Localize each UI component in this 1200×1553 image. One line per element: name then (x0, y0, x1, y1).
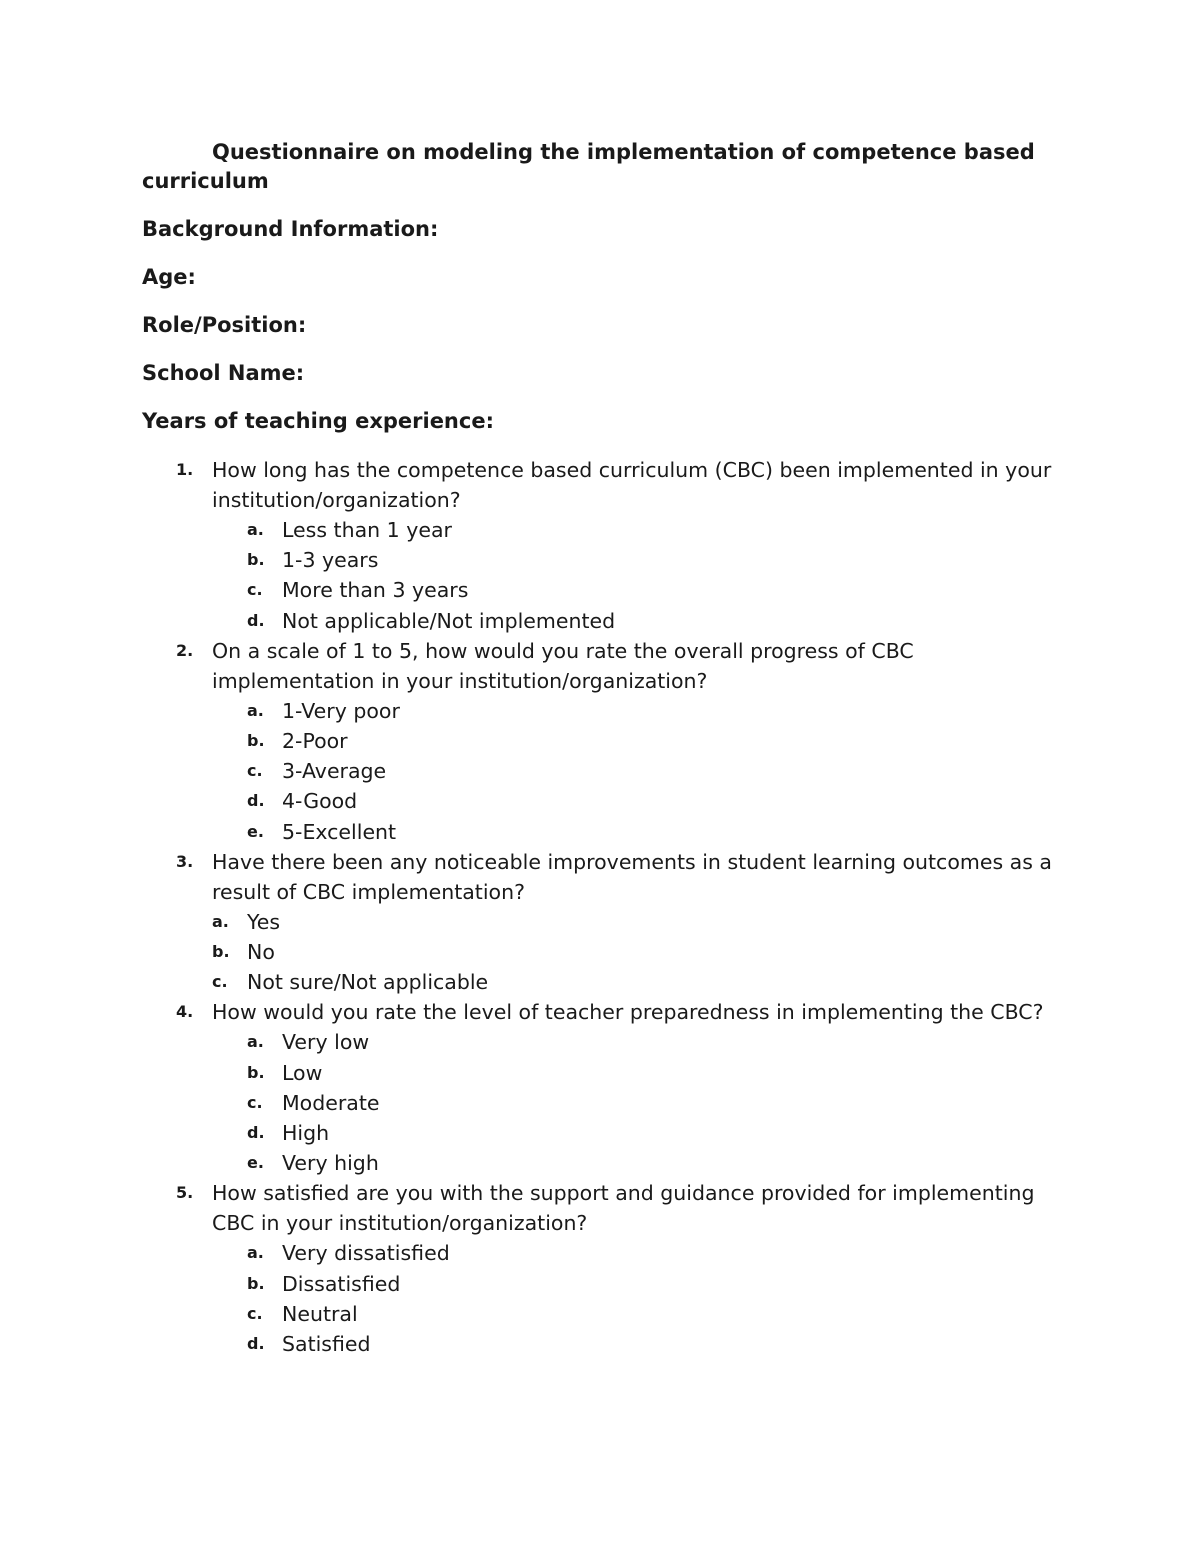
option-text: More than 3 years (282, 578, 469, 603)
question-text: How satisfied are you with the support and guidance provided for implementing CBC in your institution/organization? (212, 1181, 1035, 1236)
question-2 (142, 636, 1062, 847)
question-3 (142, 847, 1062, 998)
option-text: Low (282, 1060, 323, 1085)
option-text: 3-Average (282, 759, 387, 784)
option-letter: b. (247, 550, 265, 570)
option-letter: e. (247, 1153, 264, 1173)
question-text: On a scale of 1 to 5, how would you rate the overall progress of CBC implementation in your institution/organization? (212, 638, 914, 693)
school-label: School Name: (142, 361, 305, 385)
option-text: 1-Very poor (282, 698, 400, 723)
option-text: Very dissatisfied (282, 1241, 450, 1266)
document-page (142, 138, 1062, 1359)
option-letter: c. (247, 1303, 263, 1323)
option-text: Moderate (282, 1090, 380, 1115)
option-letter: d. (247, 1123, 265, 1143)
option-text: 5-Excellent (282, 819, 397, 844)
option-item (212, 1238, 1062, 1268)
role-label: Role/Position: (142, 313, 307, 337)
option-text: Dissatisfied (282, 1271, 401, 1296)
option-text: Not applicable/Not implemented (282, 608, 616, 633)
option-text: Very low (282, 1030, 370, 1055)
option-letter: a. (212, 911, 229, 931)
option-text: Less than 1 year (282, 518, 452, 542)
option-letter: a. (247, 1243, 264, 1263)
question-text: Have there been any noticeable improvements in student learning outcomes as a result of CBC implementation? (212, 849, 1052, 904)
option-letter: a. (247, 1032, 264, 1052)
option-list (212, 1027, 1062, 1178)
option-text: Neutral (282, 1301, 358, 1326)
option-item (212, 1027, 1062, 1057)
age-label: Age: (142, 265, 196, 289)
option-item (212, 606, 1062, 636)
option-letter: c. (247, 580, 263, 600)
question-5 (142, 1178, 1062, 1359)
question-1 (142, 455, 1062, 636)
question-text: How long has the competence based curriculum (CBC) been implemented in your institution/organization? (212, 458, 1052, 512)
option-item (212, 545, 1062, 575)
option-item (212, 1269, 1062, 1299)
experience-label: Years of teaching experience: (142, 409, 494, 433)
option-letter: a. (247, 520, 264, 539)
option-item (212, 937, 1062, 967)
option-text: 4-Good (282, 789, 358, 814)
background-heading: Background Information: (142, 217, 439, 241)
option-item (212, 696, 1062, 726)
question-list (142, 455, 1062, 1359)
option-item (212, 817, 1062, 847)
option-text: 2-Poor (282, 729, 348, 754)
option-letter: c. (247, 1092, 263, 1112)
option-item (212, 515, 1062, 545)
option-list (212, 696, 1062, 847)
option-text: Not sure/Not applicable (247, 970, 489, 995)
option-letter: b. (212, 942, 230, 962)
option-text: 1-3 years (282, 548, 379, 573)
option-list (212, 515, 1062, 636)
option-letter: b. (247, 1273, 265, 1293)
option-letter: d. (247, 791, 265, 811)
option-letter: b. (247, 1062, 265, 1082)
option-item (212, 1058, 1062, 1088)
question-number: 3. (176, 851, 194, 871)
option-item (212, 1299, 1062, 1329)
option-text: Yes (247, 909, 281, 934)
option-letter: a. (247, 700, 264, 720)
option-item (212, 786, 1062, 816)
option-letter: b. (247, 731, 265, 751)
question-number: 1. (176, 460, 194, 479)
option-list (212, 907, 1062, 998)
question-number: 2. (176, 640, 194, 660)
option-text: Very high (282, 1151, 379, 1176)
option-letter: e. (247, 821, 264, 841)
option-letter: d. (247, 610, 265, 630)
option-item (212, 756, 1062, 786)
option-letter: d. (247, 1334, 265, 1354)
option-text: High (282, 1121, 330, 1146)
option-list (212, 1238, 1062, 1359)
option-text: No (247, 940, 275, 965)
option-item (212, 967, 1062, 997)
option-letter: c. (212, 972, 228, 992)
question-number: 5. (176, 1183, 194, 1203)
option-item (212, 575, 1062, 605)
option-letter: c. (247, 761, 263, 781)
question-text: How would you rate the level of teacher preparedness in implementing the CBC? (212, 1000, 1044, 1025)
option-item (212, 1148, 1062, 1178)
option-item (212, 1329, 1062, 1359)
option-text: Satisfied (282, 1332, 371, 1357)
option-item (212, 726, 1062, 756)
option-item (212, 1088, 1062, 1118)
question-4 (142, 997, 1062, 1178)
document-title: Questionnaire on modeling the implementation of competence based curriculum (142, 140, 1035, 193)
option-item (212, 907, 1062, 937)
option-item (212, 1118, 1062, 1148)
question-number: 4. (176, 1002, 194, 1022)
